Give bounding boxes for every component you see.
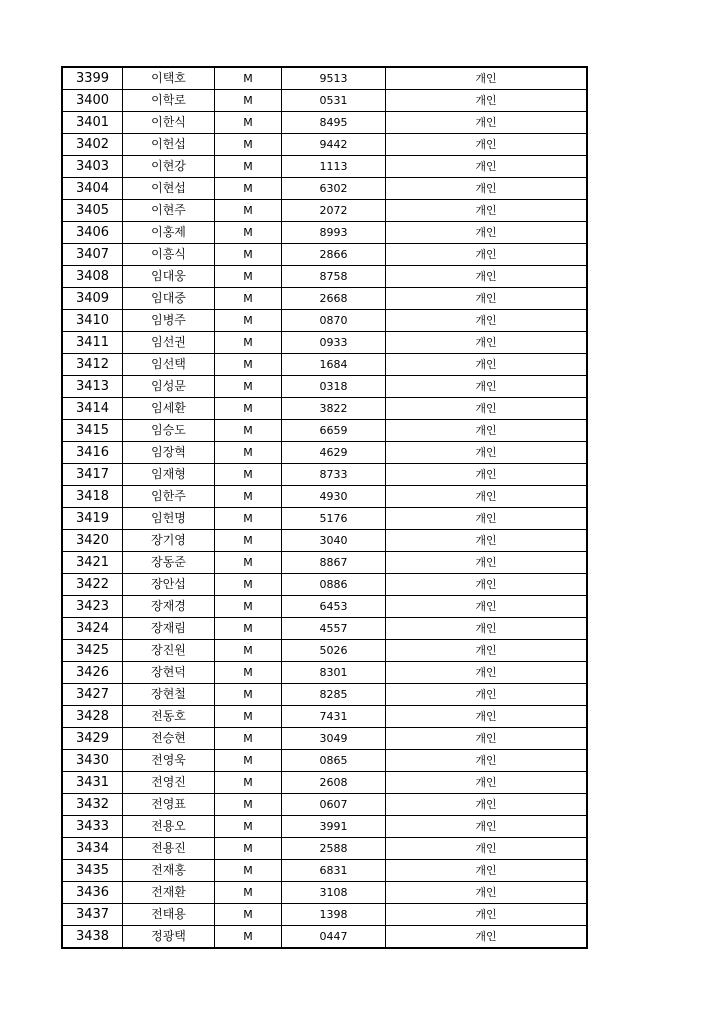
type-cell: 개인 bbox=[386, 794, 588, 816]
type-cell: 개인 bbox=[386, 112, 588, 134]
code-cell: 0865 bbox=[282, 750, 386, 772]
row-number-cell: 3416 bbox=[62, 442, 123, 464]
row-number-cell: 3419 bbox=[62, 508, 123, 530]
code-cell: 5176 bbox=[282, 508, 386, 530]
name-cell: 이택호 bbox=[123, 67, 215, 90]
name-cell: 임한주 bbox=[123, 486, 215, 508]
name-cell: 임승도 bbox=[123, 420, 215, 442]
code-cell: 2588 bbox=[282, 838, 386, 860]
row-number-cell: 3438 bbox=[62, 926, 123, 949]
type-cell: 개인 bbox=[386, 662, 588, 684]
code-cell: 3822 bbox=[282, 398, 386, 420]
row-number-cell: 3421 bbox=[62, 552, 123, 574]
code-cell: 2668 bbox=[282, 288, 386, 310]
code-cell: 2866 bbox=[282, 244, 386, 266]
gender-cell: M bbox=[215, 200, 282, 222]
gender-cell: M bbox=[215, 662, 282, 684]
row-number-cell: 3413 bbox=[62, 376, 123, 398]
table-row bbox=[62, 838, 587, 860]
gender-cell: M bbox=[215, 552, 282, 574]
row-number-cell: 3423 bbox=[62, 596, 123, 618]
gender-cell: M bbox=[215, 464, 282, 486]
table-row bbox=[62, 420, 587, 442]
name-cell: 이현주 bbox=[123, 200, 215, 222]
table-row bbox=[62, 508, 587, 530]
row-number-cell: 3402 bbox=[62, 134, 123, 156]
type-cell: 개인 bbox=[386, 618, 588, 640]
gender-cell: M bbox=[215, 178, 282, 200]
table-row bbox=[62, 288, 587, 310]
name-cell: 임선택 bbox=[123, 354, 215, 376]
row-number-cell: 3417 bbox=[62, 464, 123, 486]
table-row bbox=[62, 530, 587, 552]
name-cell: 임성문 bbox=[123, 376, 215, 398]
table-row bbox=[62, 67, 587, 90]
name-cell: 전승현 bbox=[123, 728, 215, 750]
row-number-cell: 3432 bbox=[62, 794, 123, 816]
type-cell: 개인 bbox=[386, 838, 588, 860]
table-row bbox=[62, 376, 587, 398]
table-row bbox=[62, 442, 587, 464]
table-row bbox=[62, 574, 587, 596]
table-row bbox=[62, 156, 587, 178]
gender-cell: M bbox=[215, 486, 282, 508]
gender-cell: M bbox=[215, 508, 282, 530]
code-cell: 1684 bbox=[282, 354, 386, 376]
name-cell: 장재림 bbox=[123, 618, 215, 640]
code-cell: 9442 bbox=[282, 134, 386, 156]
code-cell: 2072 bbox=[282, 200, 386, 222]
row-number-cell: 3430 bbox=[62, 750, 123, 772]
gender-cell: M bbox=[215, 112, 282, 134]
name-cell: 이홍제 bbox=[123, 222, 215, 244]
type-cell: 개인 bbox=[386, 816, 588, 838]
gender-cell: M bbox=[215, 266, 282, 288]
table-row bbox=[62, 860, 587, 882]
type-cell: 개인 bbox=[386, 926, 588, 949]
type-cell: 개인 bbox=[386, 728, 588, 750]
code-cell: 4629 bbox=[282, 442, 386, 464]
gender-cell: M bbox=[215, 354, 282, 376]
name-cell: 이헌섭 bbox=[123, 134, 215, 156]
code-cell: 3108 bbox=[282, 882, 386, 904]
gender-cell: M bbox=[215, 90, 282, 112]
row-number-cell: 3409 bbox=[62, 288, 123, 310]
type-cell: 개인 bbox=[386, 530, 588, 552]
name-cell: 임세환 bbox=[123, 398, 215, 420]
row-number-cell: 3427 bbox=[62, 684, 123, 706]
code-cell: 6453 bbox=[282, 596, 386, 618]
code-cell: 4930 bbox=[282, 486, 386, 508]
code-cell: 0447 bbox=[282, 926, 386, 949]
code-cell: 0933 bbox=[282, 332, 386, 354]
name-cell: 임헌명 bbox=[123, 508, 215, 530]
name-cell: 이흥식 bbox=[123, 244, 215, 266]
row-number-cell: 3411 bbox=[62, 332, 123, 354]
code-cell: 5026 bbox=[282, 640, 386, 662]
row-number-cell: 3424 bbox=[62, 618, 123, 640]
code-cell: 2608 bbox=[282, 772, 386, 794]
name-cell: 전영표 bbox=[123, 794, 215, 816]
type-cell: 개인 bbox=[386, 442, 588, 464]
gender-cell: M bbox=[215, 794, 282, 816]
row-number-cell: 3425 bbox=[62, 640, 123, 662]
table-row bbox=[62, 750, 587, 772]
table-row bbox=[62, 354, 587, 376]
row-number-cell: 3420 bbox=[62, 530, 123, 552]
gender-cell: M bbox=[215, 772, 282, 794]
gender-cell: M bbox=[215, 398, 282, 420]
name-cell: 정광택 bbox=[123, 926, 215, 949]
name-cell: 임대중 bbox=[123, 288, 215, 310]
gender-cell: M bbox=[215, 728, 282, 750]
gender-cell: M bbox=[215, 816, 282, 838]
code-cell: 8495 bbox=[282, 112, 386, 134]
gender-cell: M bbox=[215, 882, 282, 904]
row-number-cell: 3399 bbox=[62, 67, 123, 90]
table-row bbox=[62, 310, 587, 332]
gender-cell: M bbox=[215, 288, 282, 310]
code-cell: 3991 bbox=[282, 816, 386, 838]
code-cell: 6831 bbox=[282, 860, 386, 882]
gender-cell: M bbox=[215, 244, 282, 266]
name-cell: 이학로 bbox=[123, 90, 215, 112]
row-number-cell: 3400 bbox=[62, 90, 123, 112]
gender-cell: M bbox=[215, 332, 282, 354]
code-cell: 9513 bbox=[282, 67, 386, 90]
code-cell: 3049 bbox=[282, 728, 386, 750]
gender-cell: M bbox=[215, 376, 282, 398]
row-number-cell: 3436 bbox=[62, 882, 123, 904]
table-row bbox=[62, 332, 587, 354]
type-cell: 개인 bbox=[386, 310, 588, 332]
table-row bbox=[62, 706, 587, 728]
table-row bbox=[62, 772, 587, 794]
type-cell: 개인 bbox=[386, 596, 588, 618]
name-cell: 장기영 bbox=[123, 530, 215, 552]
type-cell: 개인 bbox=[386, 398, 588, 420]
type-cell: 개인 bbox=[386, 420, 588, 442]
row-number-cell: 3429 bbox=[62, 728, 123, 750]
table-row bbox=[62, 728, 587, 750]
type-cell: 개인 bbox=[386, 90, 588, 112]
row-number-cell: 3418 bbox=[62, 486, 123, 508]
type-cell: 개인 bbox=[386, 222, 588, 244]
code-cell: 8285 bbox=[282, 684, 386, 706]
gender-cell: M bbox=[215, 574, 282, 596]
table-row bbox=[62, 640, 587, 662]
row-number-cell: 3431 bbox=[62, 772, 123, 794]
gender-cell: M bbox=[215, 530, 282, 552]
type-cell: 개인 bbox=[386, 156, 588, 178]
code-cell: 8867 bbox=[282, 552, 386, 574]
row-number-cell: 3404 bbox=[62, 178, 123, 200]
gender-cell: M bbox=[215, 67, 282, 90]
table-row bbox=[62, 178, 587, 200]
type-cell: 개인 bbox=[386, 464, 588, 486]
gender-cell: M bbox=[215, 222, 282, 244]
type-cell: 개인 bbox=[386, 67, 588, 90]
type-cell: 개인 bbox=[386, 178, 588, 200]
type-cell: 개인 bbox=[386, 354, 588, 376]
type-cell: 개인 bbox=[386, 376, 588, 398]
type-cell: 개인 bbox=[386, 772, 588, 794]
gender-cell: M bbox=[215, 420, 282, 442]
name-cell: 전재환 bbox=[123, 882, 215, 904]
table-row bbox=[62, 244, 587, 266]
code-cell: 7431 bbox=[282, 706, 386, 728]
name-cell: 전동호 bbox=[123, 706, 215, 728]
name-cell: 장현철 bbox=[123, 684, 215, 706]
row-number-cell: 3403 bbox=[62, 156, 123, 178]
row-number-cell: 3406 bbox=[62, 222, 123, 244]
name-cell: 임재형 bbox=[123, 464, 215, 486]
table-row bbox=[62, 904, 587, 926]
type-cell: 개인 bbox=[386, 640, 588, 662]
row-number-cell: 3412 bbox=[62, 354, 123, 376]
name-cell: 장안섭 bbox=[123, 574, 215, 596]
code-cell: 8301 bbox=[282, 662, 386, 684]
name-cell: 전영욱 bbox=[123, 750, 215, 772]
table-row bbox=[62, 486, 587, 508]
gender-cell: M bbox=[215, 684, 282, 706]
name-cell: 이한식 bbox=[123, 112, 215, 134]
type-cell: 개인 bbox=[386, 750, 588, 772]
row-number-cell: 3408 bbox=[62, 266, 123, 288]
name-cell: 임선권 bbox=[123, 332, 215, 354]
gender-cell: M bbox=[215, 310, 282, 332]
code-cell: 0607 bbox=[282, 794, 386, 816]
gender-cell: M bbox=[215, 706, 282, 728]
name-cell: 전태용 bbox=[123, 904, 215, 926]
name-cell: 장현덕 bbox=[123, 662, 215, 684]
gender-cell: M bbox=[215, 156, 282, 178]
code-cell: 0531 bbox=[282, 90, 386, 112]
code-cell: 8758 bbox=[282, 266, 386, 288]
name-cell: 이현섭 bbox=[123, 178, 215, 200]
gender-cell: M bbox=[215, 860, 282, 882]
table-row bbox=[62, 112, 587, 134]
name-cell: 전영진 bbox=[123, 772, 215, 794]
name-cell: 임병주 bbox=[123, 310, 215, 332]
type-cell: 개인 bbox=[386, 134, 588, 156]
code-cell: 8733 bbox=[282, 464, 386, 486]
code-cell: 1398 bbox=[282, 904, 386, 926]
type-cell: 개인 bbox=[386, 882, 588, 904]
code-cell: 1113 bbox=[282, 156, 386, 178]
code-cell: 0870 bbox=[282, 310, 386, 332]
gender-cell: M bbox=[215, 134, 282, 156]
row-number-cell: 3428 bbox=[62, 706, 123, 728]
row-number-cell: 3414 bbox=[62, 398, 123, 420]
table-row bbox=[62, 662, 587, 684]
table-row bbox=[62, 596, 587, 618]
table-row bbox=[62, 684, 587, 706]
type-cell: 개인 bbox=[386, 200, 588, 222]
type-cell: 개인 bbox=[386, 244, 588, 266]
gender-cell: M bbox=[215, 926, 282, 949]
type-cell: 개인 bbox=[386, 552, 588, 574]
name-cell: 장동준 bbox=[123, 552, 215, 574]
name-cell: 이현강 bbox=[123, 156, 215, 178]
name-cell: 임대웅 bbox=[123, 266, 215, 288]
name-cell: 임장혁 bbox=[123, 442, 215, 464]
name-cell: 전재홍 bbox=[123, 860, 215, 882]
table-row bbox=[62, 794, 587, 816]
row-number-cell: 3407 bbox=[62, 244, 123, 266]
table-row bbox=[62, 134, 587, 156]
roster-table-body bbox=[62, 67, 587, 948]
type-cell: 개인 bbox=[386, 266, 588, 288]
type-cell: 개인 bbox=[386, 904, 588, 926]
code-cell: 0886 bbox=[282, 574, 386, 596]
gender-cell: M bbox=[215, 640, 282, 662]
table-row bbox=[62, 926, 587, 949]
name-cell: 장진원 bbox=[123, 640, 215, 662]
gender-cell: M bbox=[215, 838, 282, 860]
type-cell: 개인 bbox=[386, 684, 588, 706]
row-number-cell: 3433 bbox=[62, 816, 123, 838]
name-cell: 전용진 bbox=[123, 838, 215, 860]
table-row bbox=[62, 618, 587, 640]
row-number-cell: 3435 bbox=[62, 860, 123, 882]
type-cell: 개인 bbox=[386, 706, 588, 728]
code-cell: 8993 bbox=[282, 222, 386, 244]
type-cell: 개인 bbox=[386, 332, 588, 354]
row-number-cell: 3434 bbox=[62, 838, 123, 860]
table-row bbox=[62, 816, 587, 838]
type-cell: 개인 bbox=[386, 574, 588, 596]
code-cell: 6302 bbox=[282, 178, 386, 200]
gender-cell: M bbox=[215, 618, 282, 640]
table-row bbox=[62, 464, 587, 486]
row-number-cell: 3405 bbox=[62, 200, 123, 222]
gender-cell: M bbox=[215, 904, 282, 926]
table-row bbox=[62, 90, 587, 112]
row-number-cell: 3401 bbox=[62, 112, 123, 134]
name-cell: 전용오 bbox=[123, 816, 215, 838]
table-row bbox=[62, 200, 587, 222]
type-cell: 개인 bbox=[386, 860, 588, 882]
type-cell: 개인 bbox=[386, 508, 588, 530]
row-number-cell: 3410 bbox=[62, 310, 123, 332]
type-cell: 개인 bbox=[386, 486, 588, 508]
table-row bbox=[62, 882, 587, 904]
type-cell: 개인 bbox=[386, 288, 588, 310]
row-number-cell: 3437 bbox=[62, 904, 123, 926]
gender-cell: M bbox=[215, 596, 282, 618]
gender-cell: M bbox=[215, 750, 282, 772]
table-row bbox=[62, 222, 587, 244]
table-row bbox=[62, 552, 587, 574]
row-number-cell: 3422 bbox=[62, 574, 123, 596]
roster-table bbox=[61, 66, 588, 949]
name-cell: 장재경 bbox=[123, 596, 215, 618]
code-cell: 3040 bbox=[282, 530, 386, 552]
gender-cell: M bbox=[215, 442, 282, 464]
code-cell: 6659 bbox=[282, 420, 386, 442]
row-number-cell: 3415 bbox=[62, 420, 123, 442]
table-row bbox=[62, 398, 587, 420]
table-row bbox=[62, 266, 587, 288]
code-cell: 0318 bbox=[282, 376, 386, 398]
code-cell: 4557 bbox=[282, 618, 386, 640]
row-number-cell: 3426 bbox=[62, 662, 123, 684]
